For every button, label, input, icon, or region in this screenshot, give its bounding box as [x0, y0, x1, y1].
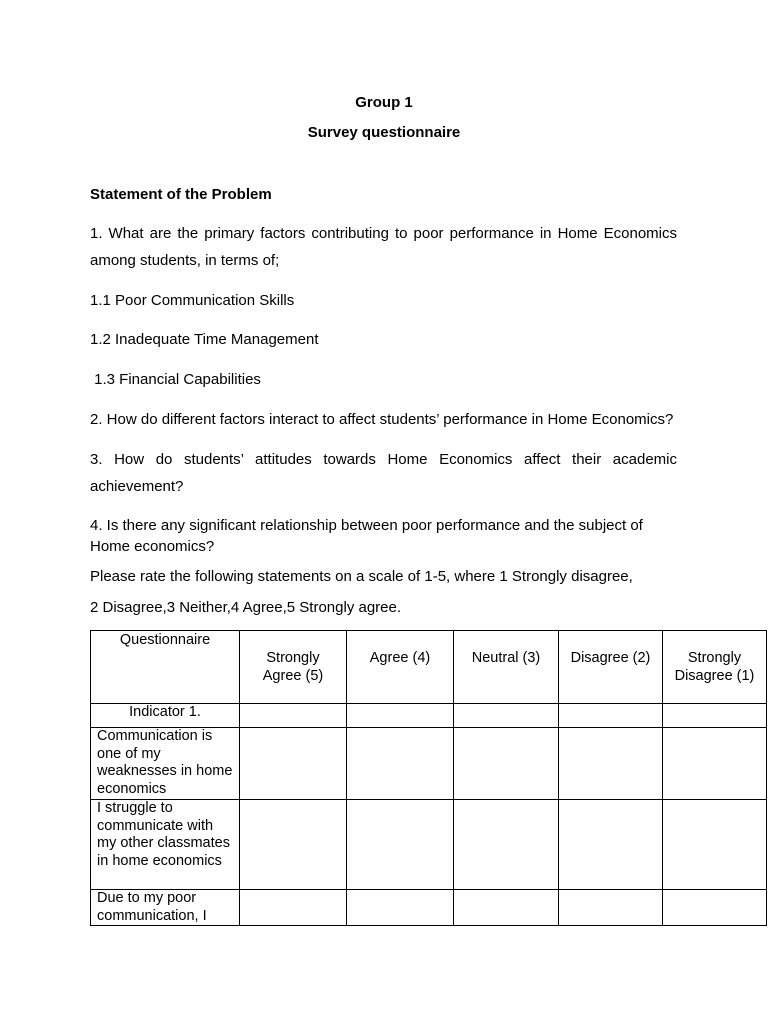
rating-cell[interactable] — [347, 704, 454, 728]
question-1-3: 1.3 Financial Capabilities — [90, 371, 261, 388]
question-2: 2. How do different factors interact to affect students’ performance in Home Economics? — [90, 411, 674, 428]
rating-cell[interactable] — [663, 890, 767, 926]
problem-heading: Statement of the Problem — [90, 186, 272, 203]
survey-title: Survey questionnaire — [307, 124, 461, 141]
rating-cell[interactable] — [454, 800, 559, 890]
rating-cell[interactable] — [454, 704, 559, 728]
table-row — [91, 890, 767, 926]
table-header-row — [91, 631, 767, 704]
rating-cell[interactable] — [240, 728, 347, 800]
rating-cell[interactable] — [240, 704, 347, 728]
rating-cell[interactable] — [240, 800, 347, 890]
header-strongly-disagree: Strongly Disagree (1) — [663, 631, 767, 704]
rating-cell[interactable] — [240, 890, 347, 926]
question-4: 4. Is there any significant relationship between poor performance and the subject of Home economics? — [90, 517, 643, 555]
table-row — [91, 800, 767, 890]
header-agree: Agree (4) — [347, 631, 454, 704]
survey-table — [90, 630, 767, 926]
rating-cell[interactable] — [559, 800, 663, 890]
item-statement: I struggle to communicate with my other classmates in home economics — [91, 800, 240, 890]
rating-cell[interactable] — [559, 728, 663, 800]
header-disagree: Disagree (2) — [559, 631, 663, 704]
indicator-row — [91, 704, 767, 728]
question-3: 3. How do students’ attitudes towards Home Economics affect their academic achievement? — [90, 451, 677, 495]
item-statement: Communication is one of my weaknesses in home economics — [91, 728, 240, 800]
header-neutral: Neutral (3) — [454, 631, 559, 704]
question-1-1: 1.1 Poor Communication Skills — [90, 292, 295, 309]
rating-cell[interactable] — [663, 800, 767, 890]
question-1: 1. What are the primary factors contributing to poor performance in Home Economics among students, in terms of; — [90, 225, 677, 269]
rating-cell[interactable] — [559, 890, 663, 926]
rating-cell[interactable] — [347, 890, 454, 926]
question-1-2: 1.2 Inadequate Time Management — [90, 331, 319, 348]
rating-cell[interactable] — [559, 704, 663, 728]
rating-cell[interactable] — [663, 728, 767, 800]
rating-cell[interactable] — [454, 890, 559, 926]
rating-scale: 2 Disagree,3 Neither,4 Agree,5 Strongly agree. — [90, 599, 402, 616]
item-statement: Due to my poor communication, I — [91, 890, 240, 926]
group-title: Group 1 — [355, 94, 413, 111]
rating-cell[interactable] — [663, 704, 767, 728]
indicator-label: Indicator 1. — [91, 704, 240, 728]
header-questionnaire: Questionnaire — [91, 631, 240, 704]
rating-cell[interactable] — [454, 728, 559, 800]
header-strongly-agree: Strongly Agree (5) — [240, 631, 347, 704]
rating-cell[interactable] — [347, 800, 454, 890]
rating-cell[interactable] — [347, 728, 454, 800]
rating-intro: Please rate the following statements on a scale of 1-5, where 1 Strongly disagree, — [90, 568, 633, 585]
table-row — [91, 728, 767, 800]
